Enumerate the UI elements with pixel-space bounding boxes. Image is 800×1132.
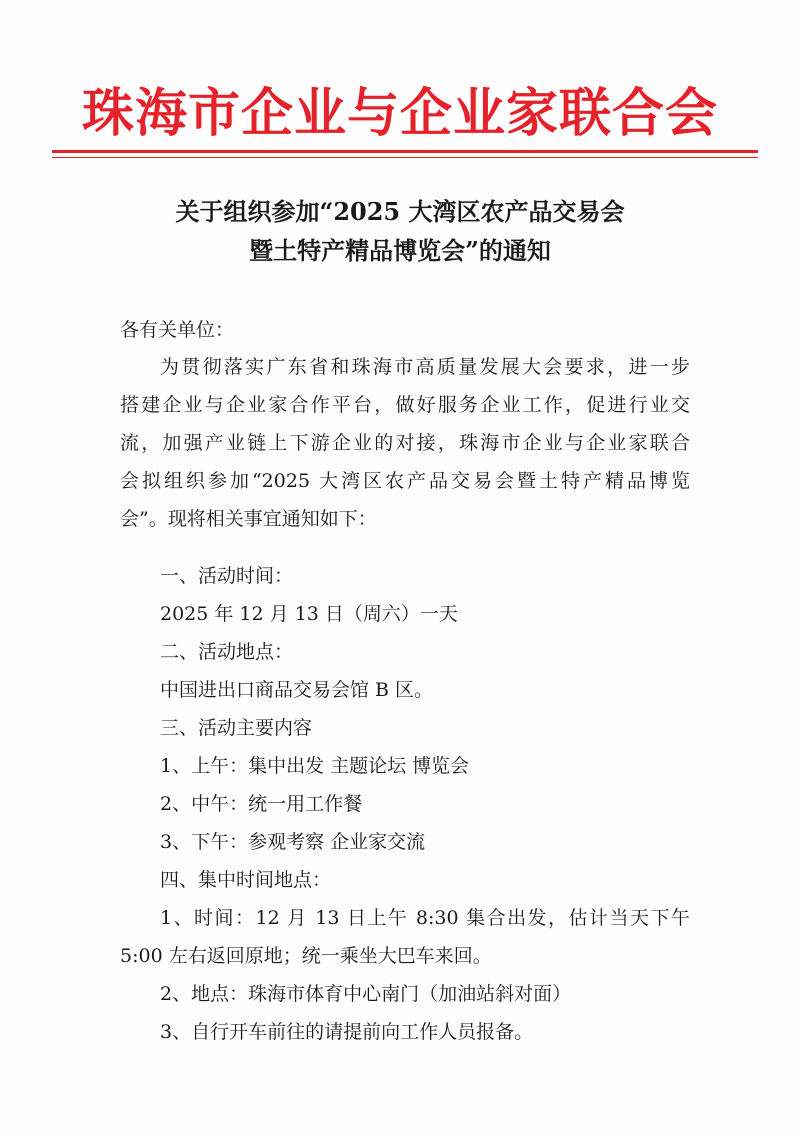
letterhead-rule-thin	[52, 157, 758, 158]
section-content-time: 2025 年 12 月 13 日（周六）一天	[160, 603, 458, 625]
assembly-place: 2、地点：珠海市体育中心南门（加油站斜对面）	[160, 983, 572, 1005]
intro-line: 为贯彻落实广东省和珠海市高质量发展大会要求，进一步	[160, 356, 690, 378]
assembly-time-line-2: 5:00 左右返回原地；统一乘坐大巴车来回。	[120, 945, 492, 967]
notice-title-line-1: 关于组织参加“2025 大湾区农产品交易会	[175, 197, 625, 226]
section-heading-content: 三、活动主要内容	[160, 717, 313, 739]
intro-line: 搭建企业与企业家合作平台，做好服务企业工作，促进行业交	[120, 394, 690, 416]
intro-line: 会”。现将相关事宜通知如下：	[120, 508, 377, 530]
agenda-item: 3、下午：参观考察 企业家交流	[160, 831, 426, 853]
self-drive-note: 3、自行开车前往的请提前向工作人员报备。	[160, 1021, 534, 1043]
section-heading-time: 一、活动时间：	[160, 565, 294, 587]
letterhead-rule-thick	[52, 150, 758, 153]
section-content-location: 中国进出口商品交易会馆 B 区。	[160, 679, 434, 701]
section-heading-location: 二、活动地点：	[160, 641, 294, 663]
notice-title-line-2: 暨土特产精品博览会”的通知	[249, 236, 551, 265]
intro-line: 流，加强产业链上下游企业的对接，珠海市企业与企业家联合	[120, 432, 690, 454]
section-heading-assembly: 四、集中时间地点：	[160, 869, 332, 891]
intro-line: 会拟组织参加“2025 大湾区农产品交易会暨土特产精品博览	[120, 470, 690, 492]
letterhead-org-name: 珠海市企业与企业家联合会	[81, 83, 718, 144]
salutation: 各有关单位：	[120, 319, 235, 341]
assembly-time-line-1: 1、时间：12 月 13 日上午 8:30 集合出发，估计当天下午	[160, 907, 690, 929]
agenda-item: 2、中午：统一用工作餐	[160, 793, 363, 815]
agenda-item: 1、上午：集中出发 主题论坛 博览会	[160, 755, 470, 777]
